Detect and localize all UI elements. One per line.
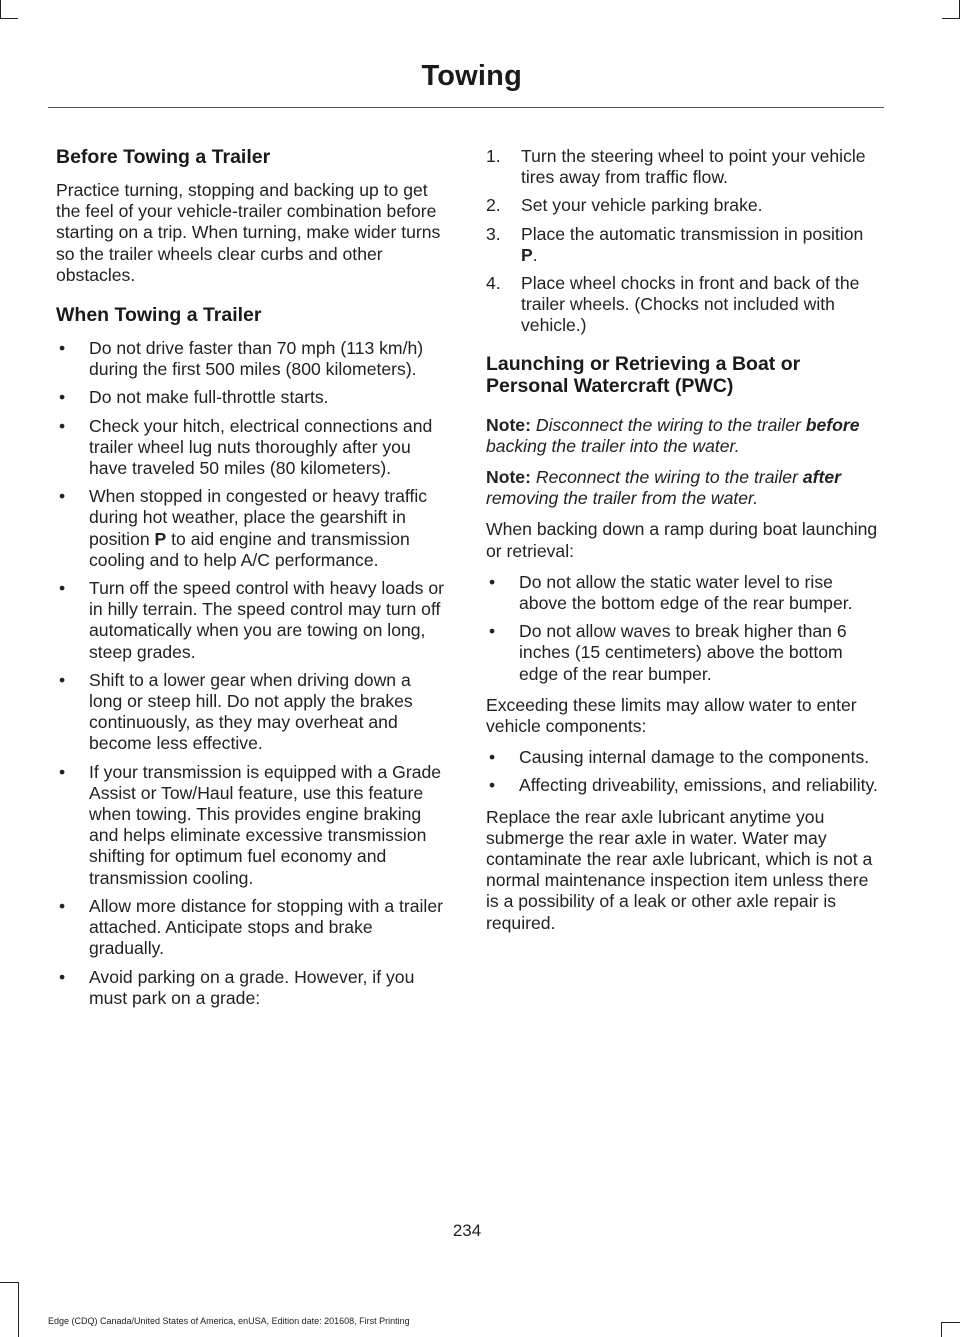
edition-footer: Edge (CDQ) Canada/United States of America, enUSA, Edition date: 201608, First Printing: [48, 1316, 410, 1326]
right-column: [486, 146, 880, 944]
list-item: • Do not allow the static water level to rise above the bottom edge of the rear bumper.: [489, 571, 853, 614]
list-item: 4. Place wheel chocks in front and back of the trailer wheels. (Chocks not included with vehicle.): [486, 273, 860, 336]
crop-mark: [0, 1282, 18, 1283]
list-item: • Do not allow waves to break higher than 6 inches (15 centimeters) above the bottom edge of the rear bumper.: [489, 621, 847, 684]
bullet-icon: •: [489, 621, 496, 642]
page-number: 234: [452, 1221, 482, 1240]
crop-mark: [0, 0, 1, 18]
bullet-list: [486, 572, 880, 685]
list-item: • Allow more distance for stopping with a trailer attached. Anticipate stops and brake gradually.: [59, 895, 443, 959]
list-item: • Affecting driveability, emissions, and reliability.: [489, 775, 878, 796]
crop-mark: [18, 1282, 19, 1337]
list-item: • Check your hitch, electrical connections and trailer wheel lug nuts thoroughly after you have traveled 50 miles (80 kilometers).: [59, 415, 433, 479]
list-item: • Turn off the speed control with heavy loads or in hilly terrain. The speed control may turn off automatically when you are towing on long, steep grades.: [59, 578, 445, 662]
crop-mark: [942, 1322, 960, 1323]
note: Note: Reconnect the wiring to the trailer after removing the trailer from the water.: [486, 467, 841, 509]
bullet-list: [56, 338, 448, 1009]
bullet-icon: •: [59, 387, 66, 408]
list-item: • Shift to a lower gear when driving down a long or steep hill. Do not apply the brakes continuously, as they may overheat and become less effective.: [59, 669, 413, 754]
note: Note: Disconnect the wiring to the trailer before backing the trailer into the water.: [486, 414, 860, 456]
bullet-icon: •: [59, 966, 66, 987]
bullet-icon: •: [59, 338, 66, 359]
bullet-icon: •: [59, 578, 66, 599]
header-divider: [48, 107, 884, 108]
section-heading: Launching or Retrieving a Boat or Personal Watercraft (PWC): [486, 352, 801, 397]
numbered-list: [486, 146, 880, 337]
list-item: • Avoid parking on a grade. However, if you must park on a grade:: [59, 966, 415, 1008]
list-item: 3. Place the automatic transmission in position P.: [486, 223, 864, 265]
bullet-icon: •: [489, 571, 496, 592]
bullet-icon: •: [59, 895, 66, 916]
crop-mark: [941, 1322, 942, 1337]
list-item: • When stopped in congested or heavy traffic during hot weather, place the gearshift in position P to aid engine and transmission cooling and to help A/C performance.: [59, 486, 428, 570]
list-item: • If your transmission is equipped with a Grade Assist or Tow/Haul feature, use this feature when towing. This provides engine braking and helps eliminate excessive transmission shifting for optimum fuel economy and transmission cooling.: [59, 761, 442, 888]
paragraph: Replace the rear axle lubricant anytime you submerge the rear axle in water. Water may contaminate the rear axle lubricant, which is not a normal maintenance inspection item unless there is a possibility of a leak or other axle repair is required.: [486, 806, 873, 933]
paragraph: When backing down a ramp during boat launching or retrieval:: [486, 519, 878, 561]
crop-mark: [0, 18, 18, 19]
bullet-icon: •: [59, 669, 66, 690]
section-heading: When Towing a Trailer: [56, 304, 262, 327]
section-heading: Before Towing a Trailer: [56, 146, 271, 168]
paragraph: Exceeding these limits may allow water to enter vehicle components:: [486, 694, 857, 737]
list-item: 1. Turn the steering wheel to point your vehicle tires away from traffic flow.: [486, 146, 866, 188]
paragraph: Practice turning, stopping and backing up to get the feel of your vehicle-trailer combination before starting on a trip. When turning, make wider turns so the trailer wheels clear curbs and other obstacles.: [56, 180, 441, 285]
left-column: [56, 146, 448, 1019]
bullet-icon: •: [59, 415, 66, 436]
list-item: • Causing internal damage to the components.: [489, 747, 870, 768]
list-item: 2. Set your vehicle parking brake.: [486, 195, 763, 216]
list-item: • Do not make full-throttle starts.: [59, 387, 329, 408]
bullet-list: [486, 747, 880, 796]
bullet-icon: •: [489, 775, 496, 796]
list-item: • Do not drive faster than 70 mph (113 km/h) during the first 500 miles (800 kilometers).: [59, 338, 424, 380]
bullet-icon: •: [489, 747, 496, 768]
page-header-title: Towing: [421, 60, 522, 92]
crop-mark: [942, 18, 960, 19]
bullet-icon: •: [59, 486, 66, 507]
bullet-icon: •: [59, 761, 66, 782]
